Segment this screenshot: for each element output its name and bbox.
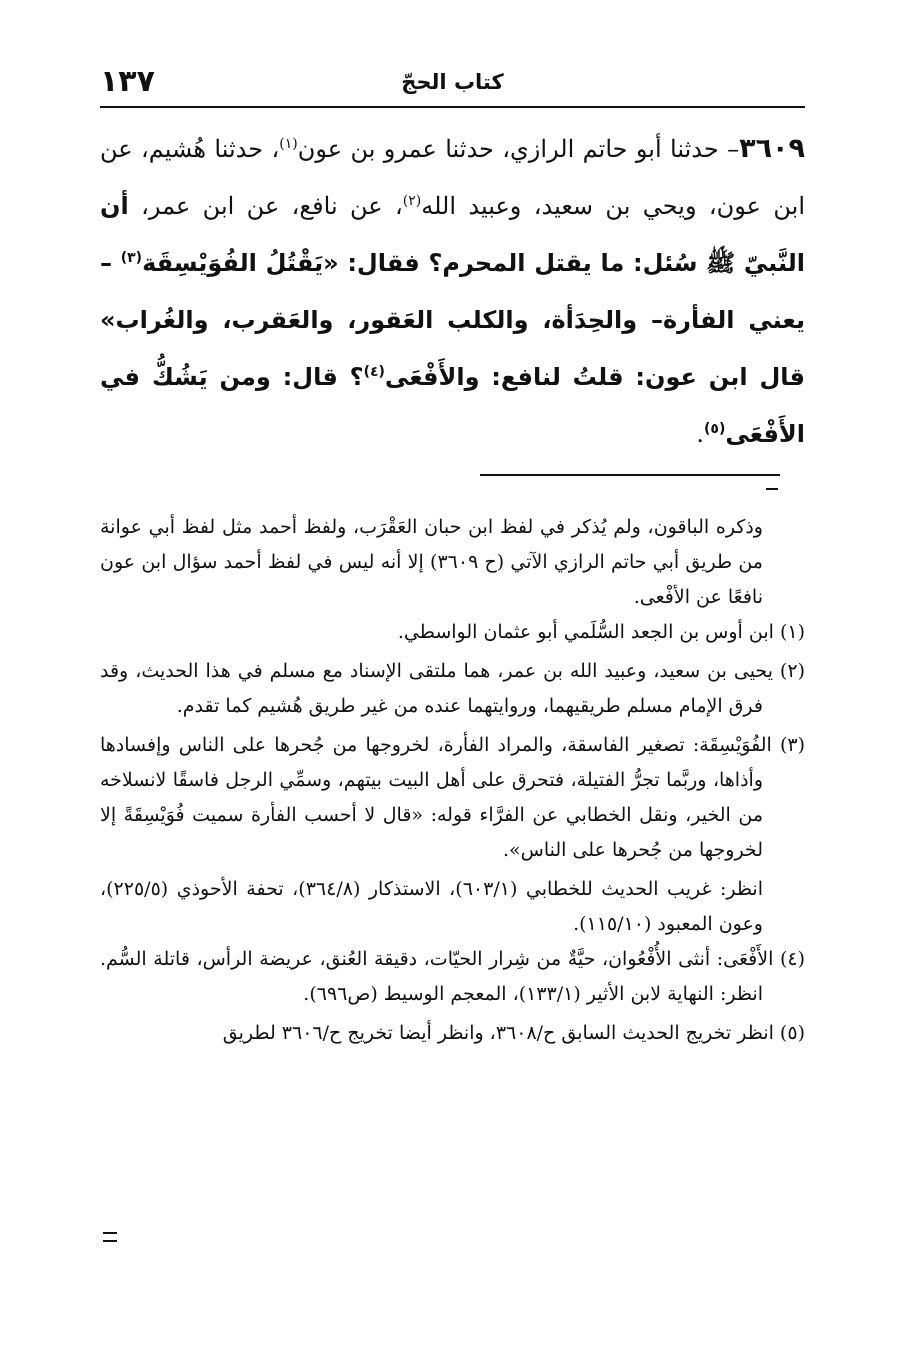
page-number: ١٣٧ (100, 64, 155, 99)
footnote-ref-4[interactable]: (٤) (363, 364, 385, 380)
footnote-carry-over: وذكره الباقون، ولم يُذكر في لفظ ابن حبان العَقْرَب، ولفظ أحمد مثل لفظ أبي عوانة من طريق أبي حاتم الرازي الآتي (ح ٣٦٠٩) إلا أنه ليس في لفظ أحمد سؤال ابن عون نافعًا عن الأفْعى. (100, 516, 763, 608)
footnote-2: (٢) يحيى بن سعيد، وعبيد الله بن عمر، هما ملتقى الإسناد مع مسلم في هذا الحديث، وقد فرق الإمام مسلم طريقيهما، وروايتهما عنده من غير طريق هُشيم كما تقدم. (100, 660, 805, 717)
isnad-part-2: ، حدثنا هُشيم، عن ابن عون، ويحي بن سعيد، وعبيد الله (100, 135, 806, 220)
footnote-ref-2[interactable]: (٢) (402, 193, 422, 209)
page-header (100, 62, 805, 108)
footnote-ref-3[interactable]: (٣) (120, 250, 143, 266)
hadith-block (100, 120, 805, 463)
matn-part-3: ؟ قال: ومن يَشُكُّ في الأَفْعَى (100, 363, 805, 448)
footnote-ref-1[interactable]: (١) (279, 136, 298, 152)
footnote-3: (٣) الفُوَيْسِقَة: تصغير الفاسقة، والمراد الفأرة، لخروجها من جُحرها على الناس وإفسادها وأذاها، وربَّما تجرُّ الفتيلة، فتحرق على أهل البيت بيتهم، وسمِّي الرجل فاسقًا لانسلاخه من الخير، ونقل الخطابي عن الفرَّاء قوله: «قال لا أحسب الفأرة سميت فُوَيْسِقَةً إلا لخروجها من جُحرها على الناس». (100, 734, 805, 861)
footnote-3-references: انظر: غريب الحديث للخطابي (٦٠٣/١)، الاستذكار (٣٦٤/٨)، تحفة الأحوذي (٢٢٥/٥)، وعون المعبود (١١٥/١٠). (100, 878, 763, 935)
matn-part-1: أن النَّبيّ ﷺ سُئل: ما يقتل المحرم؟ فقال: «يَقْتُلُ الفُوَيْسِقَة (100, 192, 805, 277)
footnote-5: (٥) انظر تخريج الحديث السابق ح/٣٦٠٨، وانظر أيضا تخريج ح/٣٦٠٦ لطريق (222, 1022, 805, 1044)
footnote-divider (480, 474, 780, 476)
hadith-end: . (696, 420, 704, 448)
continued-mark (103, 1232, 117, 1242)
hadith-text (100, 120, 805, 463)
hadith-number: ٣٦٠٩ (739, 133, 806, 164)
isnad-part-3: ، عن نافع، عن ابن عمر، (128, 192, 403, 220)
isnad-part-1: – حدثنا أبو حاتم الرازي، حدثنا عمرو بن عون (297, 135, 740, 163)
footnotes (100, 510, 805, 1055)
footnote-4: (٤) الأَفْعَى: أنثى الأُفْعُوان، حيَّةٌ من شِرار الحيّات، دقيقة العُنق، عريضة الرأس، قاتلة السُّم. انظر: النهاية لابن الأثير (١٣٣/١)، المعجم الوسيط (ص٦٩٦). (100, 948, 805, 1005)
running-title: كتاب الحجّ (401, 70, 504, 94)
footnote-ref-5[interactable]: (٥) (704, 421, 726, 437)
continuation-mark (766, 488, 778, 490)
footnote-1: (١) ابن أوس بن الجعد السُّلَمي أبو عثمان الواسطي. (397, 621, 805, 643)
matn-part-2: – يعني الفأرة– والحِدَأة، والكلب العَقور، والعَقرب، والغُراب» قال ابن عون: قلتُ لنافع: والأَفْعَى (100, 249, 805, 391)
